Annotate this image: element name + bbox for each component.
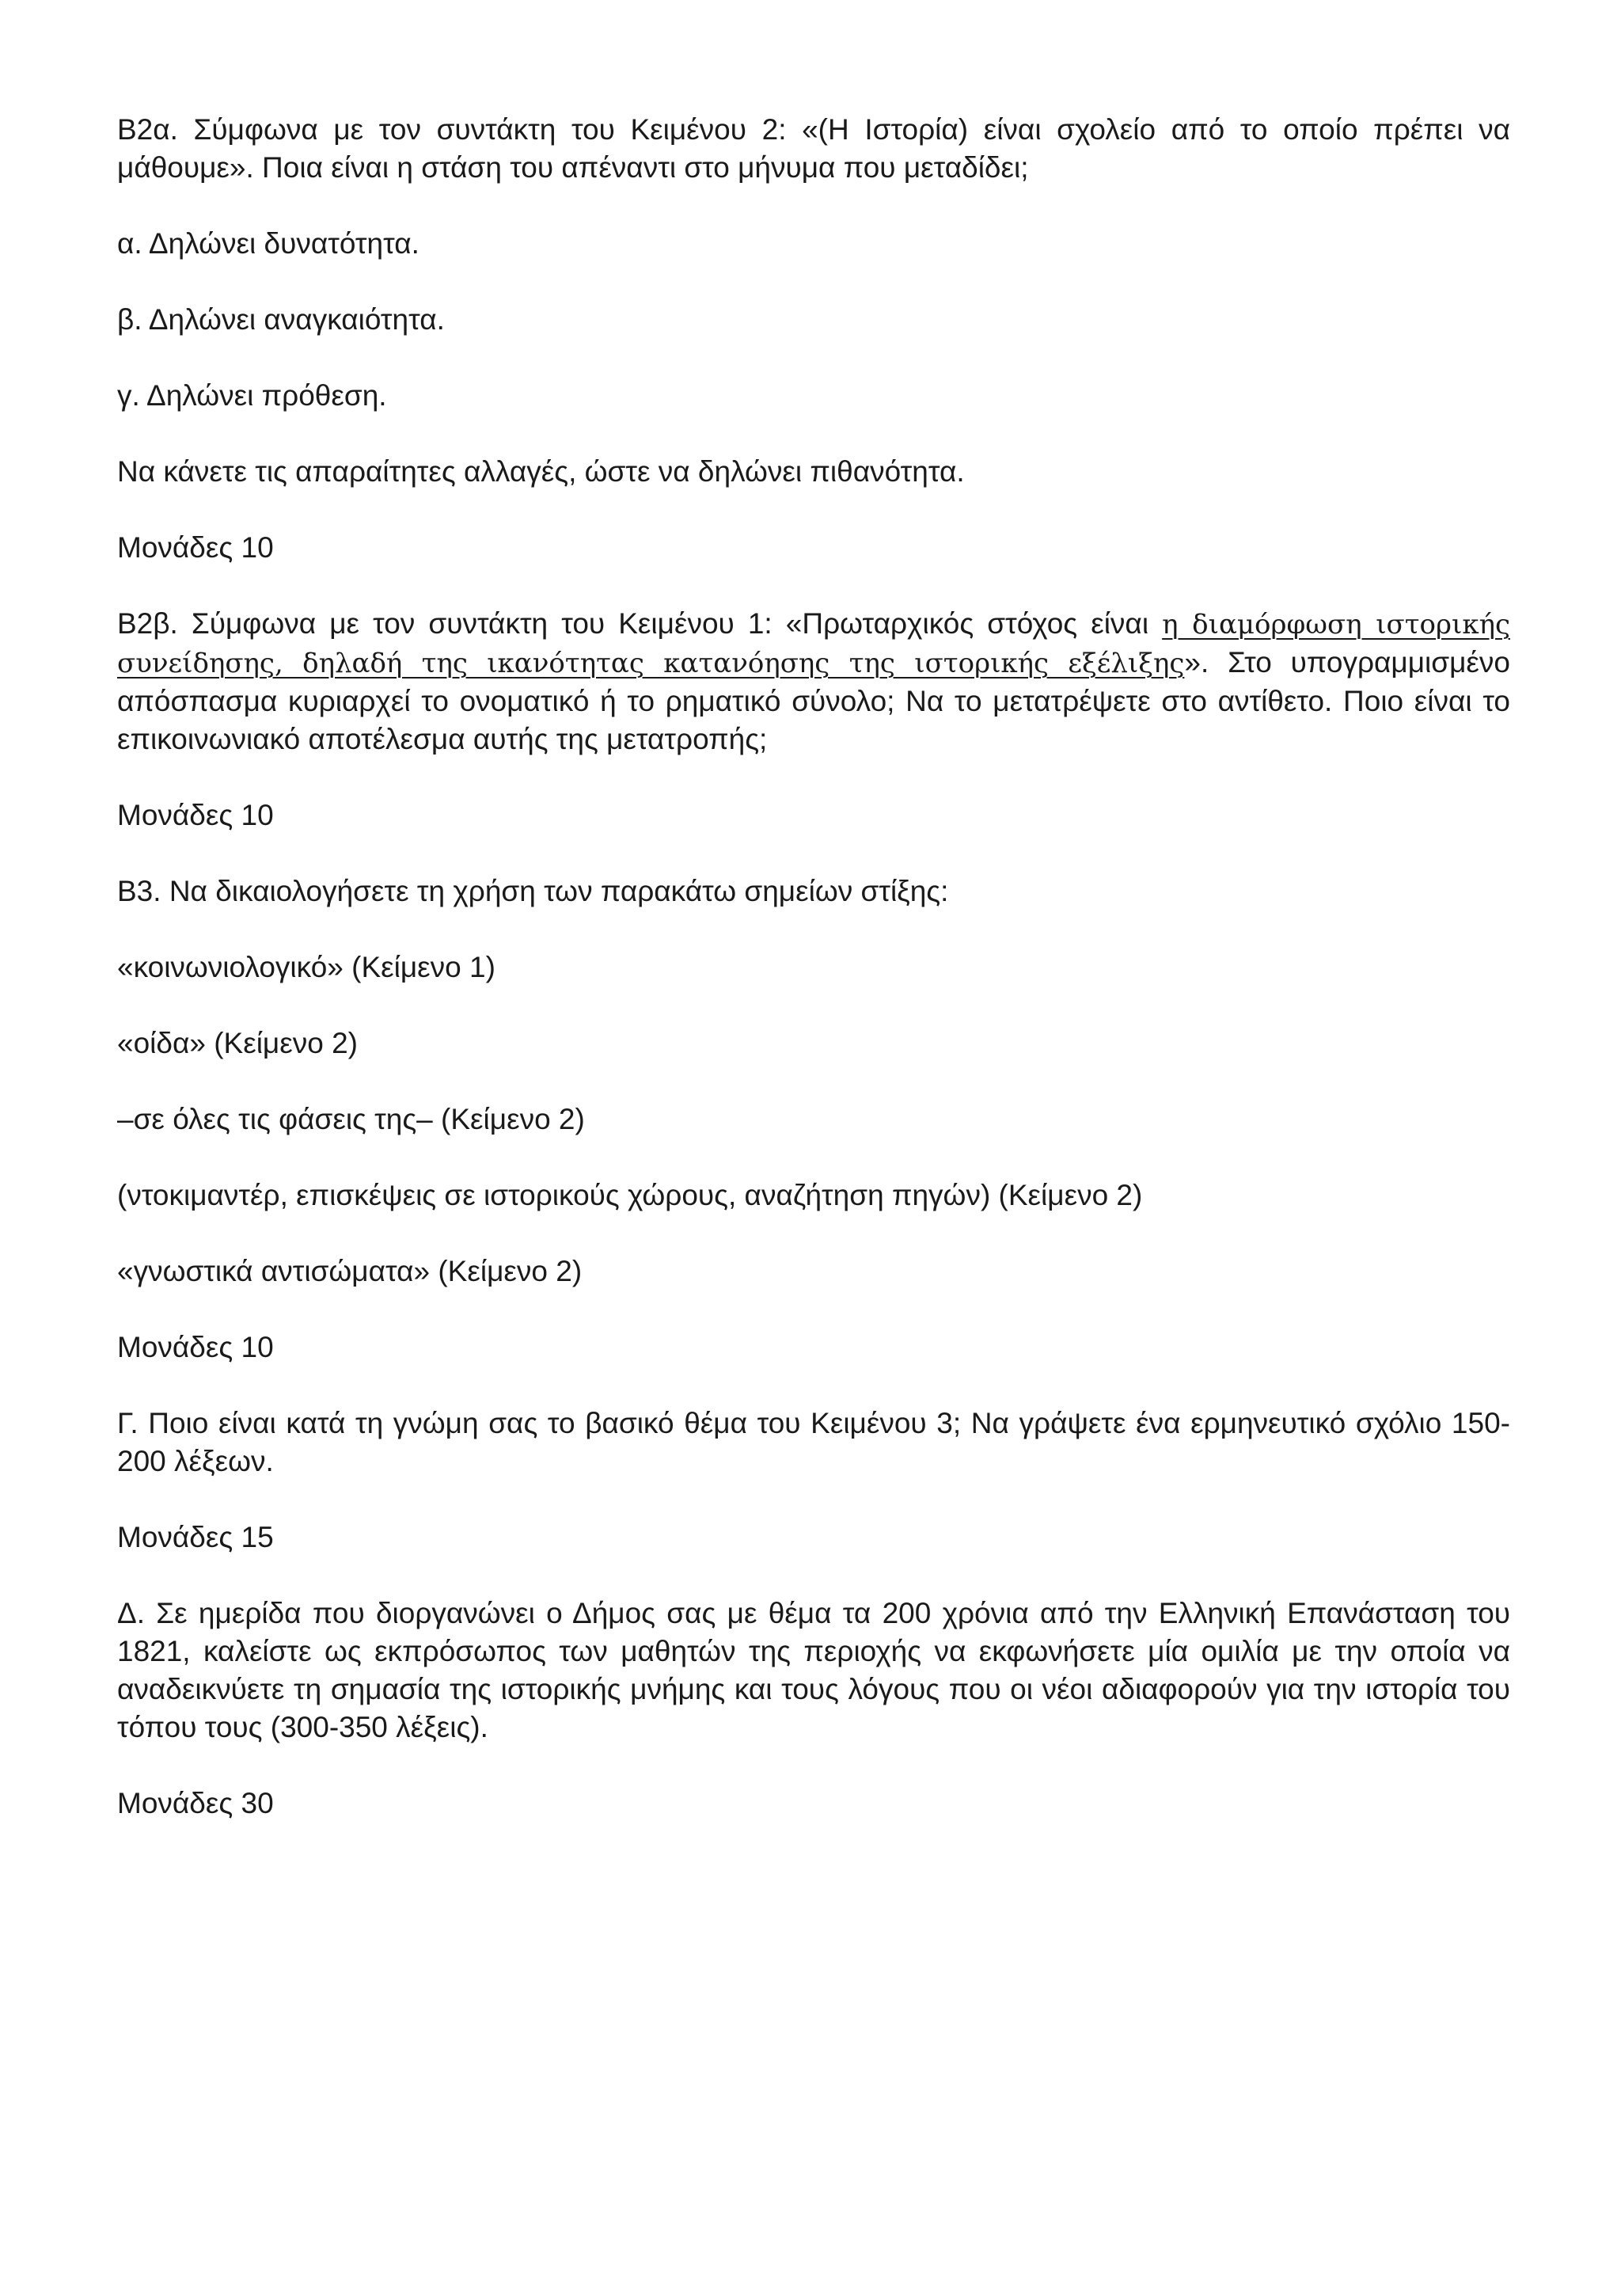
units-d: Μονάδες 30 bbox=[117, 1787, 274, 1819]
question-b3: Β3. Να δικαιολογήσετε τη χρήση των παρακάτω σημείων στίξης: bbox=[117, 875, 949, 907]
option-a: α. Δηλώνει δυνατότητα. bbox=[117, 227, 419, 260]
underlined-excerpt: η διαμόρφωση ιστορικής συνείδησης, δηλαδή της ικανότητας κατανόησης της ιστορικής εξέλιξης bbox=[117, 609, 1510, 679]
question-g: Γ. Ποιο είναι κατά τη γνώμη σας το βασικό θέμα του Κειμένου 3; Να γράψετε ένα ερμηνευτικό σχόλιο 150-200 λέξεων. bbox=[117, 1407, 1510, 1477]
question-d: Δ. Σε ημερίδα που διοργανώνει ο Δήμος σας με θέμα τα 200 χρόνια από την Ελληνική Επανάσταση του 1821, καλείστε ως εκπρόσωπος των μαθητών της περιοχής να εκφωνήσετε μία ομιλία με την οποία να αναδεικνύετε τη σημασία της ιστορικής μνήμης και τους λόγους που οι νέοι αδιαφορούν για την ιστορία του τόπου τους (300-350 λέξεις). bbox=[117, 1597, 1510, 1743]
units-b3: Μονάδες 10 bbox=[117, 1331, 274, 1363]
units-b2b: Μονάδες 10 bbox=[117, 799, 274, 831]
units-b2a: Μονάδες 10 bbox=[117, 531, 274, 564]
punctuation-item: –σε όλες τις φάσεις της– (Κείμενο 2) bbox=[117, 1103, 585, 1135]
question-b2b-intro: Β2β. Σύμφωνα με τον συντάκτη του Κειμένου 1: «Πρωταρχικός στόχος είναι bbox=[117, 607, 1163, 640]
option-c: γ. Δηλώνει πρόθεση. bbox=[117, 379, 387, 412]
punctuation-item: «γνωστικά αντισώματα» (Κείμενο 2) bbox=[117, 1255, 583, 1287]
question-b2a: Β2α. Σύμφωνα με τον συντάκτη του Κειμένου 2: «(Η Ιστορία) είναι σχολείο από το οποίο πρέπει να μάθουμε». Ποια είναι η στάση του απέναντι στο μήνυμα που μεταδίδει; bbox=[117, 113, 1510, 184]
question-b2b-rest: ». Στο υπογραμμισμένο απόσπασμα κυριαρχεί το ονοματικό ή το ρηματικό σύνολο; Να το μετατρέψετε στο αντίθετο. Ποιο είναι το επικοινωνιακό αποτέλεσμα αυτής της μετατροπής; bbox=[117, 646, 1510, 755]
punctuation-item: «οίδα» (Κείμενο 2) bbox=[117, 1027, 359, 1059]
instruction-b2a: Να κάνετε τις απαραίτητες αλλαγές, ώστε να δηλώνει πιθανότητα. bbox=[117, 455, 965, 488]
question-b2b bbox=[117, 605, 1510, 758]
exam-page bbox=[117, 111, 1510, 1861]
option-b: β. Δηλώνει αναγκαιότητα. bbox=[117, 303, 445, 336]
units-g: Μονάδες 15 bbox=[117, 1521, 274, 1553]
punctuation-item: «κοινωνιολογικό» (Κείμενο 1) bbox=[117, 951, 495, 983]
punctuation-item: (ντοκιμαντέρ, επισκέψεις σε ιστορικούς χώρους, αναζήτηση πηγών) (Κείμενο 2) bbox=[117, 1179, 1143, 1211]
